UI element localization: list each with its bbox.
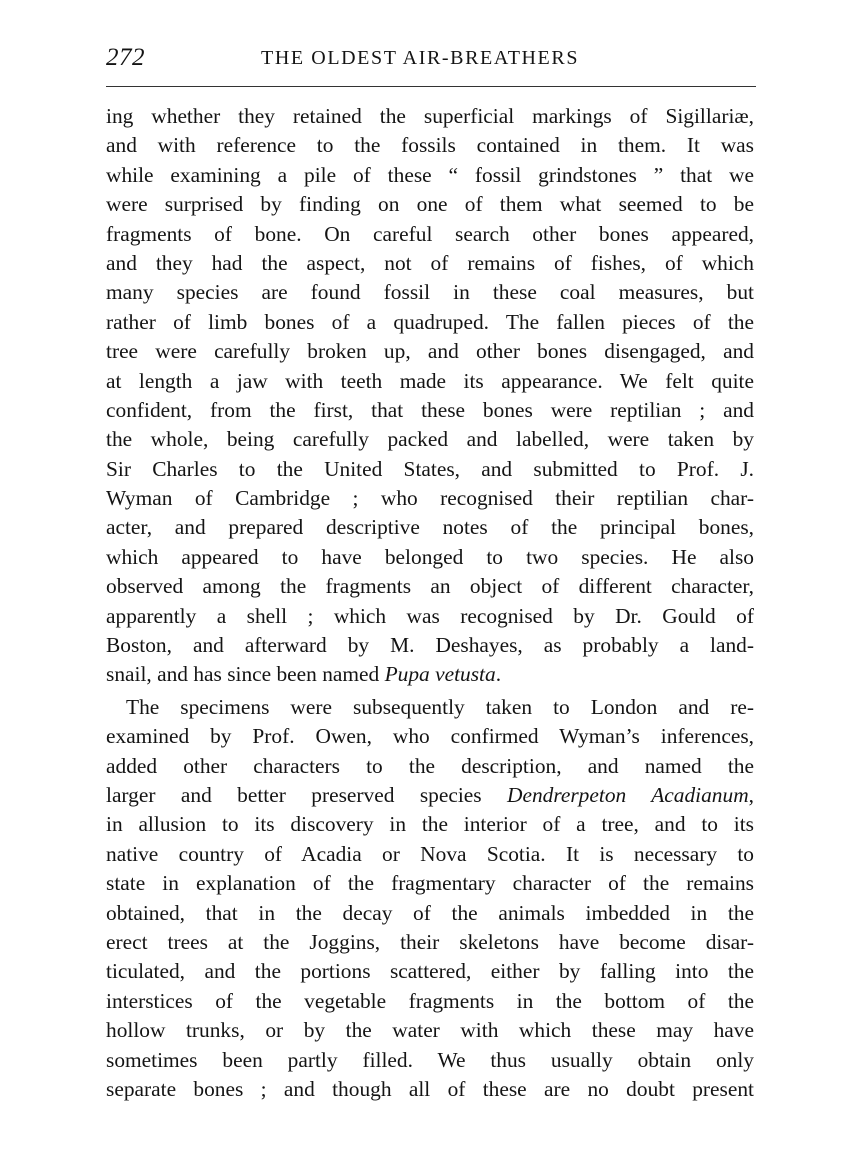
text-line: many species are found fossil in these coal measures, but bbox=[106, 280, 754, 305]
text-line: erect trees at the Joggins, their skeletons have become disar- bbox=[106, 929, 754, 954]
page-number: 272 bbox=[106, 44, 145, 71]
text-line: native country of Acadia or Nova Scotia. It is necessary to bbox=[106, 841, 754, 866]
text-fragment: , bbox=[748, 782, 755, 807]
text-line: which appeared to have belonged to two species. He also bbox=[106, 544, 754, 569]
text-line: at length a jaw with teeth made its appearance. We felt quite bbox=[106, 368, 754, 393]
species-name-italic: Pupa vetusta bbox=[384, 662, 496, 687]
text-line: the whole, being carefully packed and labelled, were taken by bbox=[106, 427, 754, 452]
text-fragment: . bbox=[495, 662, 502, 687]
text-line: Wyman of Cambridge ; who recognised their reptilian char- bbox=[106, 486, 754, 511]
text-line: were surprised by finding on one of them what seemed to be bbox=[106, 192, 754, 217]
text-line: interstices of the vegetable fragments in the bottom of the bbox=[106, 988, 754, 1013]
text-line: ing whether they retained the superficial markings of Sigillariæ, bbox=[106, 104, 754, 128]
running-head bbox=[106, 44, 754, 78]
text-line-last bbox=[106, 660, 754, 689]
body-text bbox=[106, 102, 754, 1104]
text-line: state in explanation of the fragmentary character of the remains bbox=[106, 871, 754, 896]
text-line: obtained, that in the decay of the animals imbedded in the bbox=[106, 900, 754, 925]
text-line: ticulated, and the portions scattered, either by falling into the bbox=[106, 959, 754, 984]
text-line: separate bones ; and though all of these are no doubt present bbox=[106, 1076, 754, 1101]
text-fragment: larger and better preserved species bbox=[106, 782, 507, 807]
text-line: added other characters to the description, and named the bbox=[106, 753, 754, 778]
running-title: THE OLDEST AIR-BREATHERS bbox=[261, 47, 580, 69]
text-line: confident, from the first, that these bones were reptilian ; and bbox=[106, 397, 754, 422]
paragraph-2 bbox=[106, 693, 754, 1104]
text-line: observed among the fragments an object of different character, bbox=[106, 574, 754, 599]
text-line: examined by Prof. Owen, who confirmed Wyman’s inferences, bbox=[106, 724, 754, 749]
species-name-italic: Dendrerpeton Acadianum bbox=[507, 782, 749, 807]
text-line: rather of limb bones of a quadruped. The fallen pieces of the bbox=[106, 309, 754, 334]
text-line: Boston, and afterward by M. Deshayes, as probably a land- bbox=[106, 633, 754, 658]
text-fragment: snail, and has since been named bbox=[106, 662, 385, 687]
text-line: tree were carefully broken up, and other bones disengaged, and bbox=[106, 339, 754, 364]
text-line: and they had the aspect, not of remains of fishes, of which bbox=[106, 250, 754, 275]
text-line: hollow trunks, or by the water with which these may have bbox=[106, 1018, 754, 1043]
header-rule bbox=[106, 86, 756, 87]
text-line-first: The specimens were subsequently taken to London and re- bbox=[126, 694, 754, 719]
text-line: sometimes been partly filled. We thus usually obtain only bbox=[106, 1047, 754, 1072]
text-line: while examining a pile of these “ fossil grindstones ” that we bbox=[106, 162, 754, 187]
text-line: acter, and prepared descriptive notes of the principal bones, bbox=[106, 515, 754, 540]
paragraph-1 bbox=[106, 102, 754, 690]
text-line bbox=[106, 781, 754, 810]
text-line: Sir Charles to the United States, and submitted to Prof. J. bbox=[106, 456, 754, 481]
text-line: fragments of bone. On careful search other bones appeared, bbox=[106, 221, 754, 246]
text-line: apparently a shell ; which was recognised by Dr. Gould of bbox=[106, 603, 754, 628]
text-line: and with reference to the fossils contained in them. It was bbox=[106, 133, 754, 158]
text-line: in allusion to its discovery in the interior of a tree, and to its bbox=[106, 812, 754, 837]
